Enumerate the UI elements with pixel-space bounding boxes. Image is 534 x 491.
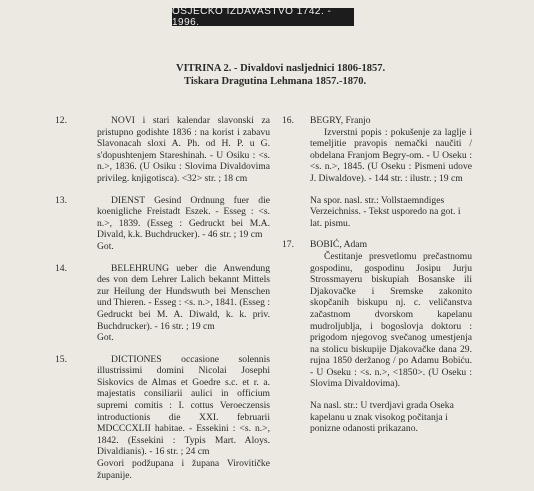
entry-note: Na nasl. str.: U tverdjavi grada Oseka kapelanu u znak visokog počitanja i ponizne odanosti prikazano.: [310, 400, 454, 435]
entry-number: 15.: [55, 353, 67, 365]
entry-location: Got.: [97, 240, 114, 252]
catalog-entry-15: [55, 354, 270, 482]
entry-note: Na spor. nasl. str.: Vollstaemndiges Verzeichniss. - Tekst usporedo na got. i lat. pismu.: [310, 194, 461, 229]
entry-location: Got.: [97, 332, 114, 344]
entry-text: BELEHRUNG ueber die Anwendung des von dem Lehrer Lalich bekannt Mittels zur Heilung der Hundswuth bei Menschen und Thieren. - Esseg : <s. n.>, 1841. (Esseg : Gedruckt bei M. A. Diwald, k. k. priv. Buchdrucker). - 16 str. ; 19 cm: [97, 262, 270, 332]
entry-text: Izverstni popis : pokušenje za laglje i temeljitie pravopis nemački naučiti / obdelana Franjom Begry-om. - U Oseku : <s. n.>, 1845. (U Oseku : Pismeni udove J. Diwaldove). - 144 str. : ilustr. ; 19 cm: [310, 126, 472, 184]
entry-author: BEGRY, Franjo: [310, 115, 371, 126]
left-column: [55, 115, 270, 491]
entry-text: NOVI i stari kalendar slavonski za pristupno godishte 1836 : na korist i zabavu Slavonacah sloxi A. Ph. od H. P. u G. s'dopushtenjem Stareshinah. - U Osiku : <s. n.>, 1836. (U Osiku : Slovima Divaldovima privileg. knjigotisca). <32> str. ; 18 cm: [97, 115, 270, 184]
entry-number: 14.: [55, 262, 67, 274]
entry-number: 12.: [55, 115, 67, 126]
catalog-entry-14: [55, 263, 270, 344]
entry-text: Čestitanje presvetlomu prečastnomu gospodinu, gospodinu Josipu Jurju Strossmayeru biskupiah Bosanske ili Djakovačke i Sremske zakonito skopčanih biskupu nj. c. veličanstva začastnom dvorskom kapelanu mudroljublja, i bogoslovja doktoru : prigodom njegovog svečanog umestjenja na stolicu biskupije Djakovačke dana 29. rujna 1850 deržanog / po Adamu Bobiću. - U Oseku : <s. n.>, <1850>. (U Oseku : Slovima Divaldovima).: [310, 250, 472, 390]
heading-line-1: VITRINA 2. - Divaldovi nasljednici 1806-1857.: [176, 63, 386, 74]
heading-line-2: Tiskara Dragutina Lehmana 1857.-1870.: [184, 76, 367, 87]
publisher-banner-text: OSJEČKO IZDAVAŠTVO 1742. - 1996.: [172, 6, 332, 28]
catalog-entry-13: [55, 195, 270, 253]
entry-location: Govori podžupana i župana Virovitičke županije.: [97, 458, 270, 481]
entry-text: DIENST Gesind Ordnung fuer die koenigliche Freistadt Eszek. - Esseg : <s. n.>, 1839. (Esseg : Gedruckt bei M.A. Divald, k.k. Buchdrucker). - 46 str. ; 19 cm: [97, 194, 270, 241]
catalog-entry-16: [282, 115, 472, 185]
catalog-entry-17: [282, 239, 472, 390]
publisher-banner: [172, 8, 354, 26]
section-heading: [176, 62, 496, 88]
entry-number: 17.: [282, 239, 294, 251]
entry-number: 16.: [282, 115, 294, 126]
right-column: [282, 115, 472, 445]
entry-text: DICTIONES occasione solennis illustrissimi domini Nicolai Josephi Siskovics de Almas et Goedre s.c. et r. a. majestatis consiliarii aulici in officium supremi comitis : I. cottus Veroeczensis introductionis die XXI. februarii MDCCCXLII habitae. - Essekini : <s. n.>, 1842. (Essekini : Typis Mart. Aloys. Divaldianis). - 16 str. ; 24 cm: [97, 353, 270, 458]
catalog-entry-12: [55, 115, 270, 185]
entry-number: 13.: [55, 194, 67, 206]
entry-author: BOBIĆ, Adam: [310, 239, 368, 251]
